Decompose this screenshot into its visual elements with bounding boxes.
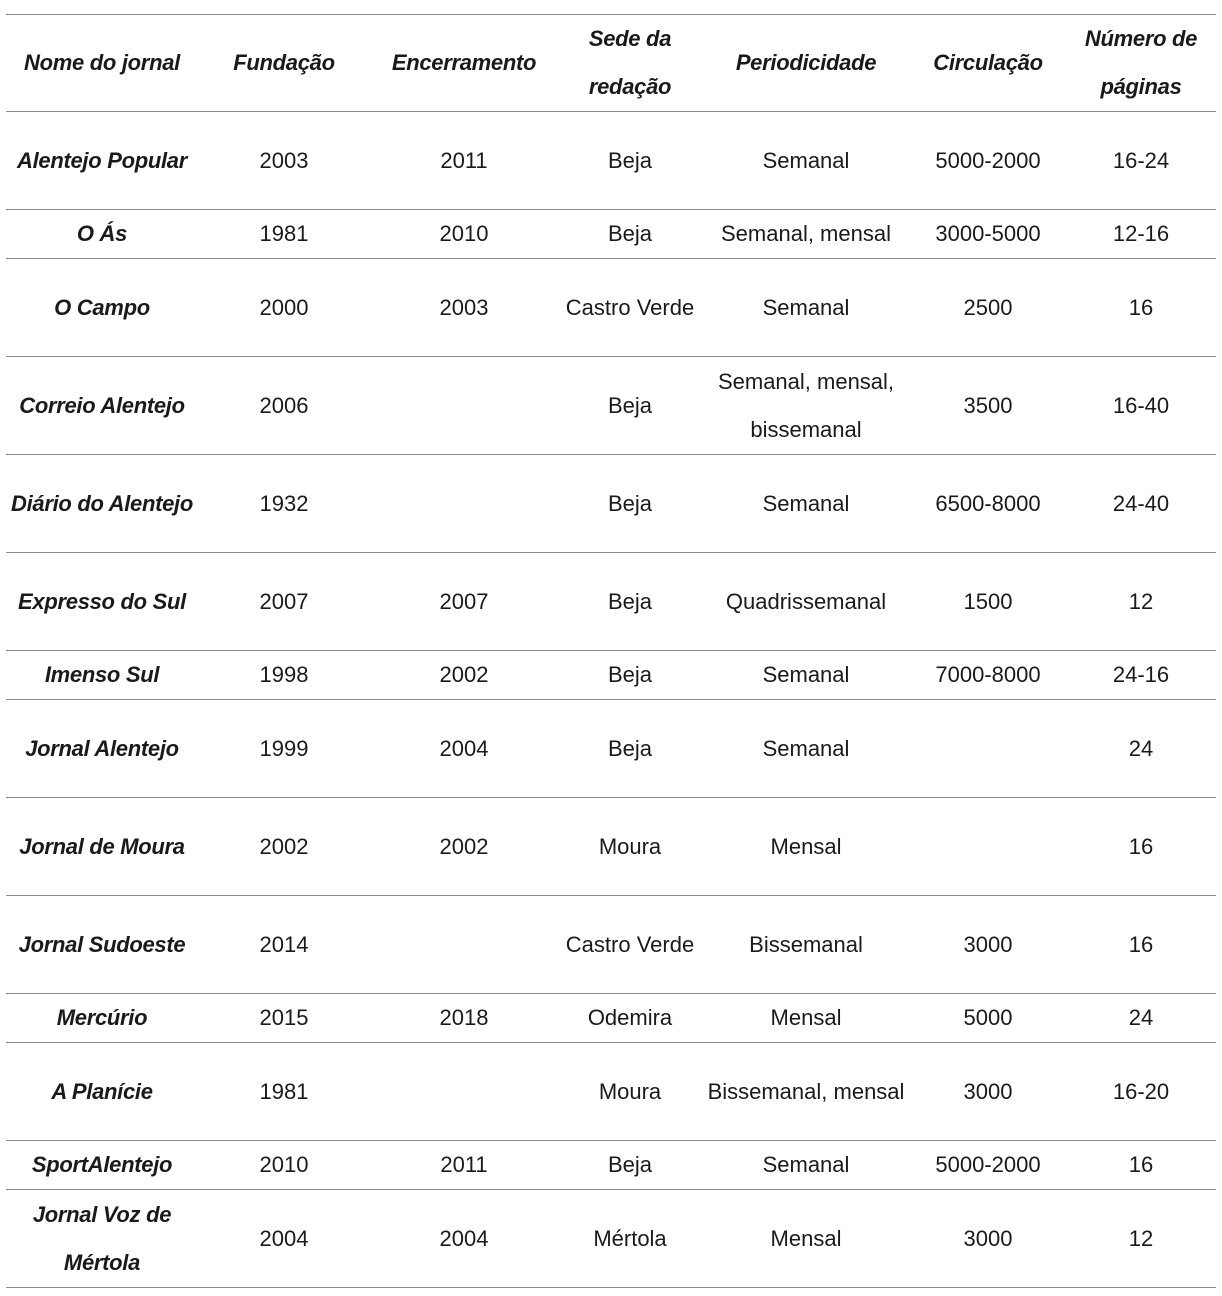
table-row (6, 210, 1216, 259)
cell-circulation: 5000 (910, 994, 1066, 1043)
header-name: Nome do jornal (6, 15, 198, 112)
header-circulation: Circulação (910, 15, 1066, 112)
cell-pages: 24 (1066, 700, 1216, 798)
cell-periodicity: Semanal (702, 1141, 910, 1190)
cell-founded: 2010 (198, 1141, 370, 1190)
cell-circulation: 3000 (910, 1043, 1066, 1141)
cell-circulation (910, 700, 1066, 798)
cell-closed: 2010 (370, 210, 558, 259)
cell-seat: Beja (558, 553, 702, 651)
cell-circulation: 3000 (910, 1190, 1066, 1288)
cell-seat: Moura (558, 798, 702, 896)
cell-name: Correio Alentejo (6, 357, 198, 455)
cell-periodicity: Semanal, mensal (702, 210, 910, 259)
cell-closed: 2002 (370, 798, 558, 896)
cell-circulation: 3000-5000 (910, 210, 1066, 259)
cell-seat: Beja (558, 651, 702, 700)
cell-seat: Castro Verde (558, 259, 702, 357)
cell-founded: 2002 (198, 798, 370, 896)
cell-founded: 1998 (198, 651, 370, 700)
table-row (6, 700, 1216, 798)
table-row (6, 994, 1216, 1043)
table-row (6, 1141, 1216, 1190)
cell-founded: 2015 (198, 994, 370, 1043)
cell-seat: Odemira (558, 994, 702, 1043)
cell-pages: 16 (1066, 259, 1216, 357)
cell-pages: 12 (1066, 1190, 1216, 1288)
cell-pages: 24-40 (1066, 455, 1216, 553)
header-row (6, 15, 1216, 112)
cell-name: Imenso Sul (6, 651, 198, 700)
table-header (6, 15, 1216, 112)
cell-periodicity: Bissemanal, mensal (702, 1043, 910, 1141)
cell-circulation: 5000-2000 (910, 112, 1066, 210)
table-row (6, 798, 1216, 896)
cell-circulation: 5000-2000 (910, 1141, 1066, 1190)
table-row (6, 896, 1216, 994)
cell-periodicity: Mensal (702, 798, 910, 896)
cell-closed (370, 357, 558, 455)
table-row (6, 553, 1216, 651)
cell-closed: 2003 (370, 259, 558, 357)
cell-pages: 16-20 (1066, 1043, 1216, 1141)
cell-circulation: 1500 (910, 553, 1066, 651)
cell-periodicity: Bissemanal (702, 896, 910, 994)
cell-periodicity: Semanal (702, 700, 910, 798)
table-row (6, 1043, 1216, 1141)
cell-name: O Campo (6, 259, 198, 357)
cell-seat: Beja (558, 210, 702, 259)
cell-pages: 12-16 (1066, 210, 1216, 259)
cell-periodicity: Semanal (702, 259, 910, 357)
cell-closed: 2018 (370, 994, 558, 1043)
cell-founded: 1999 (198, 700, 370, 798)
cell-seat: Mértola (558, 1190, 702, 1288)
cell-name: Mercúrio (6, 994, 198, 1043)
cell-periodicity: Semanal (702, 455, 910, 553)
cell-seat: Beja (558, 112, 702, 210)
cell-founded: 2007 (198, 553, 370, 651)
cell-closed (370, 896, 558, 994)
cell-circulation: 7000-8000 (910, 651, 1066, 700)
cell-pages: 16-24 (1066, 112, 1216, 210)
cell-name: Diário do Alentejo (6, 455, 198, 553)
cell-founded: 2003 (198, 112, 370, 210)
cell-seat: Beja (558, 455, 702, 553)
cell-circulation: 2500 (910, 259, 1066, 357)
cell-circulation: 6500-8000 (910, 455, 1066, 553)
cell-closed: 2004 (370, 700, 558, 798)
cell-name: Alentejo Popular (6, 112, 198, 210)
cell-closed: 2011 (370, 112, 558, 210)
header-seat: Sede da redação (558, 15, 702, 112)
table-body (6, 112, 1216, 1288)
cell-name: O Ás (6, 210, 198, 259)
cell-periodicity: Semanal, mensal, bissemanal (702, 357, 910, 455)
cell-periodicity: Mensal (702, 1190, 910, 1288)
cell-closed: 2011 (370, 1141, 558, 1190)
cell-closed: 2007 (370, 553, 558, 651)
cell-name: Jornal Alentejo (6, 700, 198, 798)
cell-name: Jornal Voz de Mértola (6, 1190, 198, 1288)
cell-founded: 2004 (198, 1190, 370, 1288)
cell-pages: 16 (1066, 896, 1216, 994)
cell-closed (370, 1043, 558, 1141)
cell-pages: 16-40 (1066, 357, 1216, 455)
cell-pages: 24-16 (1066, 651, 1216, 700)
cell-pages: 16 (1066, 1141, 1216, 1190)
cell-founded: 2006 (198, 357, 370, 455)
cell-seat: Beja (558, 700, 702, 798)
cell-periodicity: Semanal (702, 112, 910, 210)
cell-closed: 2004 (370, 1190, 558, 1288)
cell-circulation (910, 798, 1066, 896)
cell-periodicity: Quadrissemanal (702, 553, 910, 651)
cell-pages: 12 (1066, 553, 1216, 651)
table-row (6, 455, 1216, 553)
cell-periodicity: Mensal (702, 994, 910, 1043)
table-row (6, 259, 1216, 357)
cell-founded: 1932 (198, 455, 370, 553)
header-pages: Número de páginas (1066, 15, 1216, 112)
cell-founded: 1981 (198, 1043, 370, 1141)
table-row (6, 651, 1216, 700)
cell-closed: 2002 (370, 651, 558, 700)
cell-name: A Planície (6, 1043, 198, 1141)
cell-founded: 2000 (198, 259, 370, 357)
cell-seat: Moura (558, 1043, 702, 1141)
table-row (6, 357, 1216, 455)
cell-pages: 24 (1066, 994, 1216, 1043)
cell-seat: Beja (558, 357, 702, 455)
cell-closed (370, 455, 558, 553)
cell-founded: 1981 (198, 210, 370, 259)
cell-name: Expresso do Sul (6, 553, 198, 651)
cell-founded: 2014 (198, 896, 370, 994)
cell-periodicity: Semanal (702, 651, 910, 700)
cell-name: Jornal Sudoeste (6, 896, 198, 994)
table-row (6, 112, 1216, 210)
table-row (6, 1190, 1216, 1288)
cell-circulation: 3000 (910, 896, 1066, 994)
cell-seat: Castro Verde (558, 896, 702, 994)
header-founded: Fundação (198, 15, 370, 112)
cell-pages: 16 (1066, 798, 1216, 896)
cell-circulation: 3500 (910, 357, 1066, 455)
cell-seat: Beja (558, 1141, 702, 1190)
header-periodicity: Periodicidade (702, 15, 910, 112)
cell-name: SportAlentejo (6, 1141, 198, 1190)
cell-name: Jornal de Moura (6, 798, 198, 896)
newspapers-table (6, 14, 1216, 1288)
header-closed: Encerramento (370, 15, 558, 112)
